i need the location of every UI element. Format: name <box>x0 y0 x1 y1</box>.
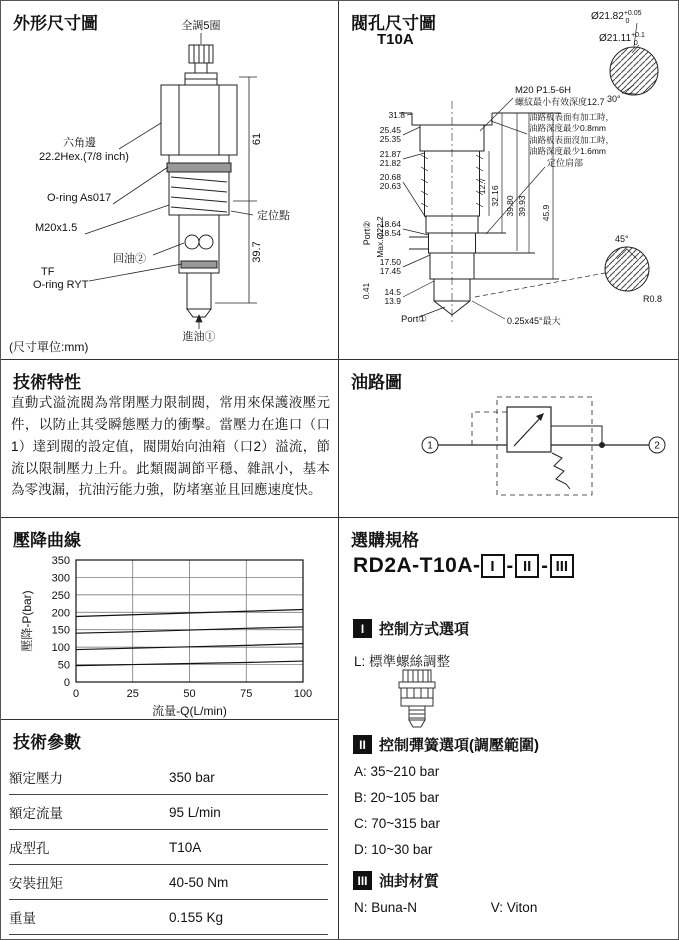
params-title: 技術參數 <box>13 733 81 752</box>
dia1-sub: 0 <box>625 18 630 25</box>
dim-32-16: 32.16 <box>490 185 500 207</box>
dim-20-68: 20.68 <box>379 172 401 182</box>
thread-label: M20x1.5 <box>35 222 78 234</box>
spring-option-c: C: 70~315 bar <box>354 816 440 831</box>
curve-panel <box>1 518 338 719</box>
features-panel <box>1 360 338 517</box>
model-prefix: RD2A-T10A- <box>353 554 481 577</box>
oring-upper-label: O-ring As017 <box>47 192 112 204</box>
section-3-number: III <box>353 871 372 890</box>
note-unmachined-2: 油路深度最少1.6mm <box>529 146 606 156</box>
thread-detail-view <box>610 47 658 95</box>
dim-31-8: 31.8 <box>388 110 405 120</box>
x-tick-label: 100 <box>293 688 313 700</box>
cavity-subtitle: T10A <box>377 31 414 48</box>
param-value: 0.155 Kg <box>169 909 224 925</box>
spring-option-d: D: 10~30 bar <box>354 842 433 857</box>
x-axis-label: 流量-Q(L/min) <box>152 704 227 718</box>
seal-option-n: N: Buna-N <box>354 900 418 915</box>
dim-21-82: 21.82 <box>379 158 401 168</box>
dia2-value: Ø21.11 <box>599 33 632 44</box>
code-dash: - <box>541 554 548 577</box>
section-2-number: II <box>353 735 372 754</box>
spring-options-list <box>354 764 440 868</box>
junction-dot <box>599 442 605 448</box>
port2-label: Port② <box>362 220 372 246</box>
cavity-title: 閥孔尺寸圖 <box>351 14 436 33</box>
circuit-diagram <box>339 360 679 517</box>
table-row <box>9 900 328 935</box>
note-unmachined-1: 油路板表面沒加工時， <box>529 135 615 145</box>
section-1-number: I <box>353 619 372 638</box>
adjust-turns-label: 全調5圈 <box>181 20 221 32</box>
shoulder-label: 定位肩部 <box>547 158 584 168</box>
outline-panel <box>1 1 338 359</box>
x-tick-label: 50 <box>183 688 196 700</box>
port1-label: Port① <box>401 314 427 325</box>
chamfer-detail-view <box>605 247 649 291</box>
dim-21-87: 21.87 <box>379 149 401 159</box>
y-tick-label: 150 <box>51 624 70 637</box>
y-tick-label: 0 <box>63 677 70 689</box>
valve-body-lines <box>161 45 237 317</box>
angle-30-label: 30° <box>607 94 621 104</box>
section-1-header <box>353 618 469 639</box>
pilot-line <box>472 412 507 445</box>
y-tick-label: 50 <box>57 659 70 672</box>
detail-angle-lines <box>617 85 637 259</box>
dim-39-93: 39.93 <box>517 195 527 217</box>
circuit-title: 油路圖 <box>351 373 402 392</box>
tf-label: TF <box>41 266 55 278</box>
dim-12-7: 12.7 <box>477 177 487 195</box>
control-option-l: L: 標準螺絲調整 <box>354 654 451 669</box>
table-row <box>9 830 328 865</box>
dim-13-9: 13.9 <box>384 296 401 306</box>
y-tick-label: 350 <box>51 555 70 567</box>
section-1-title: 控制方式選項 <box>379 621 470 638</box>
code-dash: - <box>506 554 514 577</box>
params-table <box>9 760 328 935</box>
cavity-drawing <box>339 1 679 359</box>
param-value: 95 L/min <box>169 804 221 820</box>
outline-title: 外形尺寸圖 <box>13 14 98 33</box>
cavity-dim-lines <box>403 23 639 319</box>
model-code <box>353 554 574 578</box>
thread-spec-label: M20 P1.5-6H <box>515 85 571 96</box>
param-label: 額定流量 <box>9 806 63 821</box>
code-box-2: II <box>515 554 539 578</box>
port1-number: 1 <box>427 440 433 452</box>
detail-leader <box>475 273 605 297</box>
param-value: 40-50 Nm <box>169 874 229 890</box>
y-tick-label: 250 <box>51 589 70 602</box>
params-panel <box>1 720 338 940</box>
section-3-header <box>353 870 439 891</box>
dim-14-5: 14.5 <box>384 287 401 297</box>
spring-option-b: B: 20~105 bar <box>354 790 440 805</box>
seal-options-row <box>354 900 537 915</box>
y-tick-label: 200 <box>51 607 70 620</box>
circuit-panel <box>339 360 679 517</box>
param-label: 重量 <box>9 911 36 926</box>
param-value: T10A <box>169 839 202 855</box>
dim-20-63: 20.63 <box>379 181 401 191</box>
dia-tolerance-1 <box>591 10 642 25</box>
param-label: 額定壓力 <box>9 771 63 786</box>
table-row <box>9 760 328 795</box>
dia1-value: Ø21.82 <box>591 11 624 22</box>
dim-18-54: 18.54 <box>379 228 401 238</box>
section-2-header <box>353 734 539 755</box>
x-tick-label: 0 <box>72 688 80 700</box>
y-tick-label: 100 <box>51 642 70 655</box>
y-tick-label: 300 <box>51 572 70 585</box>
cavity-panel <box>339 1 679 359</box>
dim-39-7: 39.7 <box>251 241 263 263</box>
dia1-sup: +0.05 <box>623 10 642 17</box>
port2-number: 2 <box>654 440 660 452</box>
adjustment-screw-icon <box>387 668 447 730</box>
y-axis-label: 壓降-P(bar) <box>20 590 34 652</box>
note-machined-1: 油路板表面有加工時， <box>529 112 615 122</box>
angle-45-label: 45° <box>615 234 629 244</box>
param-label: 成型孔 <box>9 841 50 856</box>
outlet-line <box>551 426 602 445</box>
table-row <box>9 865 328 900</box>
dim-25-45: 25.45 <box>379 125 401 135</box>
features-title: 技術特性 <box>13 373 81 392</box>
section-2-title: 控制彈簧選項(調壓範圍) <box>379 737 539 754</box>
hex-label: 六角邊 <box>63 137 96 149</box>
features-body: 直動式溢流閥為常閉壓力限制閥，常用來保護液壓元件，以防止其受瞬態壓力的衝擊。當壓力在進口（口1）達到閥的設定值，閥開始向油箱（口2）溢流，節流以限制壓力上升。此類閥調節平穩、雜訊小，基本為零洩漏，抗油污能力強，防堵塞並且回應速度快。 <box>11 395 330 498</box>
max-dia-label: Max.Ø22.2 <box>375 216 385 258</box>
dia-tolerance-2 <box>599 32 645 47</box>
valve-outline-drawing <box>1 15 338 345</box>
r0-8-label: R0.8 <box>643 294 663 304</box>
section-3-title: 油封材質 <box>379 873 440 890</box>
return-port-label: 回油② <box>113 253 146 265</box>
note-machined-2: 油路深度最少0.8mm <box>529 123 606 133</box>
curve-title: 壓降曲線 <box>13 531 81 550</box>
dim-17-45: 17.45 <box>379 266 401 276</box>
code-box-1: I <box>481 554 505 578</box>
dim-61: 61 <box>251 132 263 146</box>
inlet-port-label: 進油① <box>182 331 216 343</box>
dim-45-9: 45.9 <box>541 204 551 222</box>
oring-lower-label: O-ring RYT <box>33 279 89 291</box>
param-label: 安裝扭矩 <box>9 876 63 891</box>
unit-note: (尺寸單位:mm) <box>9 340 89 354</box>
chamfer-label: 0.25x45°最大 <box>507 316 561 326</box>
dia2-sup: +0.1 <box>631 32 645 39</box>
x-tick-label: 25 <box>126 688 139 700</box>
ordering-title: 選購規格 <box>351 531 419 550</box>
spring-symbol <box>552 453 570 489</box>
dim-17-50: 17.50 <box>379 257 401 267</box>
dia2-sub: 0 <box>633 40 638 47</box>
table-row <box>9 795 328 830</box>
spring-option-a: A: 35~210 bar <box>354 764 440 779</box>
hex-size-label: 22.2Hex.(7/8 inch) <box>39 151 129 163</box>
pressure-drop-chart <box>1 554 338 718</box>
thread-depth-label: 螺紋最小有效深度12.7 <box>515 97 605 107</box>
dim-39-80: 39.80 <box>505 195 515 217</box>
x-tick-label: 75 <box>240 688 253 700</box>
dim-0-41: 0.41 <box>361 282 371 300</box>
ordering-panel <box>339 518 679 940</box>
param-value: 350 bar <box>169 769 215 785</box>
code-box-3: III <box>550 554 574 578</box>
locating-point-label: 定位點 <box>257 210 290 222</box>
dim-18-64: 18.64 <box>379 219 401 229</box>
seal-option-v: V: Viton <box>490 900 538 915</box>
dim-25-35: 25.35 <box>379 134 401 144</box>
